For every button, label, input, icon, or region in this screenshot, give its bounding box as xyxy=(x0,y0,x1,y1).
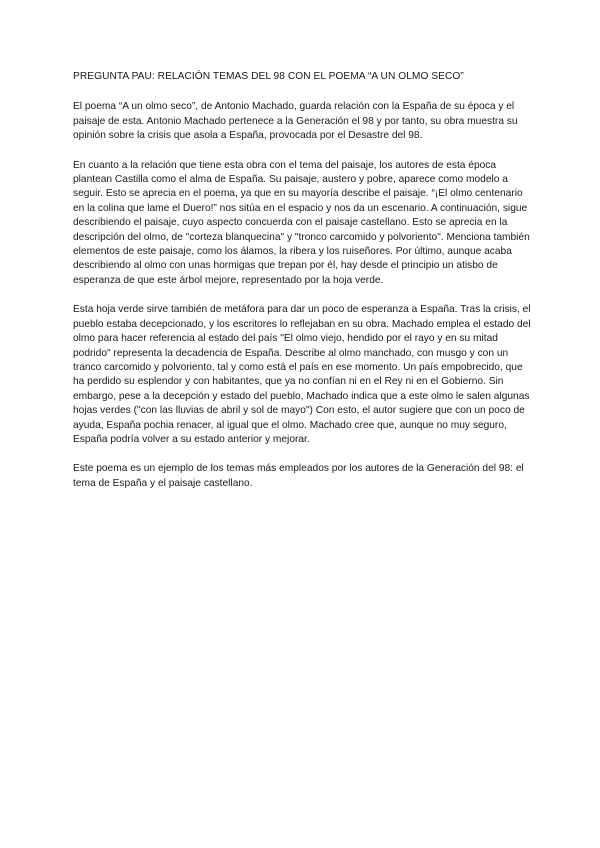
document-title: PREGUNTA PAU: RELACIÓN TEMAS DEL 98 CON EL POEMA “A UN OLMO SECO” xyxy=(73,71,464,82)
paragraph-landscape: En cuanto a la relación que tiene esta obra con el tema del paisaje, los autores de esta época plantean Castilla como el alma de España. Su paisaje, austero y pobre, aparece como modelo a seguir. Esto se aprecia en el poema, ya que en su mayoría describe el paisaje. “¡El olmo centenario en la colina que lame el Duero!” nos sitúa en el espacio y nos da un escenario. A continuación, sigue describiendo el paisaje, cuyo aspecto concuerda con el paisaje castellano. Esto se aprecia en la descripción del olmo, de "corteza blanquecina" y "tronco carcomido y polvoriento". Menciona también elementos de este paisaje, como los álamos, la ribera y los ruiseñores. Por último, aunque acaba describiendo al olmo con unas hormigas que trepan por él, hay desde el principio un atisbo de esperanza de que este árbol mejore, representado por la hoja verde. xyxy=(73,159,530,286)
paragraph-introduction: El poema “A un olmo seco”, de Antonio Machado, guarda relación con la España de su época y el paisaje de esta. Antonio Machado pertenece a la Generación el 98 y por tanto, su obra muestra su opinión sobre la crisis que asola a España, provocada por el Desastre del 98. xyxy=(73,101,518,142)
paragraph-metaphor: Esta hoja verde sirve también de metáfora para dar un poco de esperanza a España. Tras la crisis, el pueblo estaba decepcionado, y los escritores lo reflejaban en su obra. Machado emplea el estado del olmo para hacer referencia al estado del país "El olmo viejo, hendido por el rayo y en su mitad podrido" representa la decadencia de España. Describe al olmo manchado, con musgo y con un tranco carcomido y polvoriento, tal y como está el país en ese momento. Un país empobrecido, que ha perdido su esplendor y con habitantes, que ya no confían ni en el Rey ni en el Gobierno. Sin embargo, pese a la decepción y estado del pueblo, Machado indica que a este olmo le salen algunas hojas verdes ("con las lluvias de abril y sol de mayo") Con esto, el autor sugiere que con un poco de ayuda, España pochia renacer, al igual que el olmo. Machado cree que, aunque no muy seguro, España podría volver a su estado anterior y mejorar. xyxy=(73,304,531,445)
paragraph-conclusion: Este poema es un ejemplo de los temas más empleados por los autores de la Generación del 98: el tema de España y el paisaje castellano. xyxy=(73,463,524,489)
document-body xyxy=(73,70,535,506)
